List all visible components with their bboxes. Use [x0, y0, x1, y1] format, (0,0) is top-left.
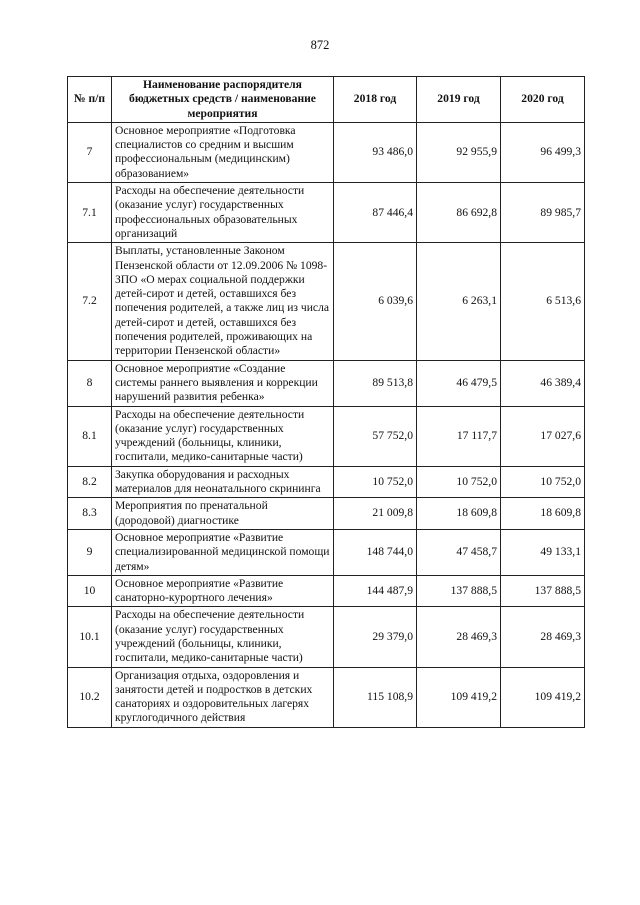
row-value-2019: 28 469,3 — [417, 607, 501, 667]
row-name: Мероприятия по пренатальной (дородовой) диагностике — [112, 498, 334, 530]
table-row — [68, 466, 585, 498]
row-value-2019: 92 955,9 — [417, 122, 501, 182]
row-value-2019: 109 419,2 — [417, 667, 501, 727]
header-2018: 2018 год — [334, 77, 417, 123]
table-row — [68, 243, 585, 360]
row-name: Расходы на обеспечение деятельности (оказание услуг) государственных профессиональных образовательных организаций — [112, 183, 334, 243]
table-header-row — [68, 77, 585, 123]
row-value-2018: 21 009,8 — [334, 498, 417, 530]
row-num: 7 — [68, 122, 112, 182]
table-row — [68, 667, 585, 727]
row-value-2018: 87 446,4 — [334, 183, 417, 243]
header-2019: 2019 год — [417, 77, 501, 123]
row-name: Закупка оборудования и расходных материалов для неонатального скрининга — [112, 466, 334, 498]
row-num: 8.2 — [68, 466, 112, 498]
row-name: Основное мероприятие «Развитие специализированной медицинской помощи детям» — [112, 529, 334, 575]
row-value-2020: 109 419,2 — [501, 667, 585, 727]
table-row — [68, 183, 585, 243]
row-name: Выплаты, установленные Законом Пензенской области от 12.09.2006 № 1098-ЗПО «О мерах социальной поддержки детей-сирот и детей, оставшихся без попечения родителей, а также лиц из числа детей-сирот и детей, оставшихся без попечения родителей, проживающих на территории Пензенской области» — [112, 243, 334, 360]
row-value-2018: 29 379,0 — [334, 607, 417, 667]
row-value-2018: 57 752,0 — [334, 406, 417, 466]
row-name: Основное мероприятие «Подготовка специалистов со средним и высшим профессиональным (медицинским) образованием» — [112, 122, 334, 182]
header-name: Наименование распорядителя бюджетных средств / наименование мероприятия — [112, 77, 334, 123]
row-name: Основное мероприятие «Развитие санаторно-курортного лечения» — [112, 575, 334, 607]
row-value-2020: 137 888,5 — [501, 575, 585, 607]
row-num: 8.3 — [68, 498, 112, 530]
row-value-2020: 10 752,0 — [501, 466, 585, 498]
row-num: 7.1 — [68, 183, 112, 243]
page-number: 872 — [310, 38, 330, 52]
row-value-2020: 96 499,3 — [501, 122, 585, 182]
header-num: № п/п — [68, 77, 112, 123]
row-value-2019: 17 117,7 — [417, 406, 501, 466]
row-num: 9 — [68, 529, 112, 575]
header-2020: 2020 год — [501, 77, 585, 123]
table-row — [68, 122, 585, 182]
table-row — [68, 607, 585, 667]
table-row — [68, 360, 585, 406]
row-value-2019: 46 479,5 — [417, 360, 501, 406]
row-num: 8 — [68, 360, 112, 406]
row-value-2018: 10 752,0 — [334, 466, 417, 498]
table-row — [68, 529, 585, 575]
row-num: 8.1 — [68, 406, 112, 466]
row-value-2019: 10 752,0 — [417, 466, 501, 498]
row-value-2018: 93 486,0 — [334, 122, 417, 182]
table-row — [68, 406, 585, 466]
row-value-2019: 86 692,8 — [417, 183, 501, 243]
row-name: Расходы на обеспечение деятельности (оказание услуг) государственных учреждений (больницы, клиники, госпитали, медико-санитарные части) — [112, 607, 334, 667]
row-value-2019: 6 263,1 — [417, 243, 501, 360]
row-value-2019: 18 609,8 — [417, 498, 501, 530]
row-num: 10 — [68, 575, 112, 607]
table-row — [68, 498, 585, 530]
row-value-2018: 144 487,9 — [334, 575, 417, 607]
row-name: Расходы на обеспечение деятельности (оказание услуг) государственных учреждений (больницы, клиники, госпитали, медико-санитарные части) — [112, 406, 334, 466]
row-value-2020: 18 609,8 — [501, 498, 585, 530]
row-num: 7.2 — [68, 243, 112, 360]
row-value-2020: 6 513,6 — [501, 243, 585, 360]
row-name: Организация отдыха, оздоровления и занятости детей и подростков в детских санаториях и оздоровительных лагерях круглогодичного действия — [112, 667, 334, 727]
row-name: Основное мероприятие «Создание системы раннего выявления и коррекции нарушений развития ребенка» — [112, 360, 334, 406]
row-value-2020: 49 133,1 — [501, 529, 585, 575]
row-value-2020: 17 027,6 — [501, 406, 585, 466]
row-value-2020: 89 985,7 — [501, 183, 585, 243]
row-value-2018: 6 039,6 — [334, 243, 417, 360]
row-value-2018: 148 744,0 — [334, 529, 417, 575]
row-value-2020: 46 389,4 — [501, 360, 585, 406]
budget-table — [67, 76, 585, 728]
row-value-2019: 137 888,5 — [417, 575, 501, 607]
row-num: 10.1 — [68, 607, 112, 667]
row-num: 10.2 — [68, 667, 112, 727]
table-row — [68, 575, 585, 607]
row-value-2018: 89 513,8 — [334, 360, 417, 406]
row-value-2018: 115 108,9 — [334, 667, 417, 727]
row-value-2019: 47 458,7 — [417, 529, 501, 575]
row-value-2020: 28 469,3 — [501, 607, 585, 667]
